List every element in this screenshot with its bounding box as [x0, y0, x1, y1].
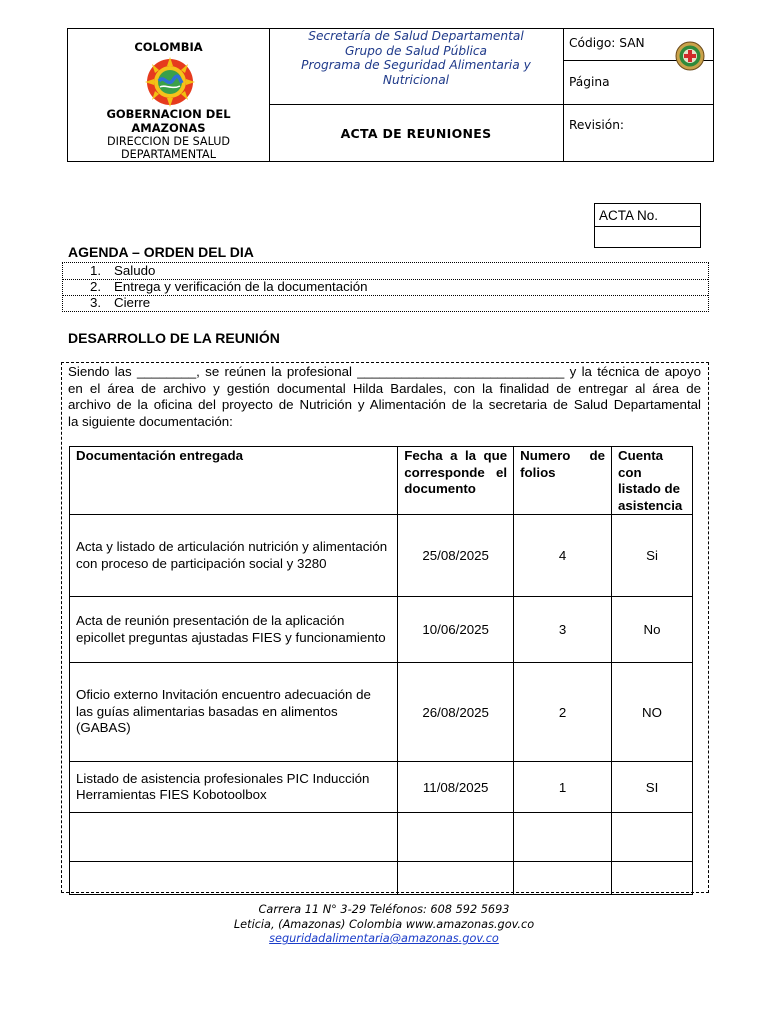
documents-table	[69, 446, 693, 895]
date-cell: 26/08/2025	[398, 663, 514, 762]
control-cell	[564, 29, 713, 161]
document-cell: Listado de asistencia profesionales PIC Inducción Herramientas FIES Kobotoolbox	[70, 762, 398, 813]
document-cell: Oficio externo Invitación encuentro adecuación de las guías alimentarias basadas en alimentos (GABAS)	[70, 663, 398, 762]
attendance-cell: Si	[611, 515, 692, 597]
program-cell	[269, 29, 564, 161]
table-row	[70, 597, 693, 663]
table-row	[70, 663, 693, 762]
attendance-cell	[611, 813, 692, 862]
agenda-list	[62, 262, 709, 312]
attendance-cell: No	[611, 597, 692, 663]
agenda-item: 2. Entrega y verificación de la documentación	[63, 279, 708, 296]
date-cell: 25/08/2025	[398, 515, 514, 597]
government-label: GOBERNACION DEL AMAZONAS	[106, 107, 231, 135]
country-label: COLOMBIA	[134, 40, 203, 54]
folios-cell: 1	[514, 762, 612, 813]
acta-number-box	[594, 203, 701, 248]
document-cell: Acta de reunión presentación de la aplicación epicollet preguntas ajustadas FIES y funcionamiento	[70, 597, 398, 663]
revision-row	[564, 105, 713, 161]
direction-label: DIRECCION DE SALUD DEPARTAMENTAL	[106, 135, 231, 161]
folios-cell: 3	[514, 597, 612, 663]
attendance-cell: SI	[611, 762, 692, 813]
table-row	[70, 762, 693, 813]
document-cell	[70, 862, 398, 895]
column-header: Fecha a la que corresponde el documento	[398, 447, 514, 515]
attendance-cell	[611, 862, 692, 895]
acta-number-divider	[595, 226, 700, 227]
footer-email-link[interactable]: seguridadalimentaria@amazonas.gov.co	[269, 932, 499, 945]
page-label: Página	[569, 75, 610, 89]
table-header-row	[70, 447, 693, 515]
column-header: Numero de folios	[514, 447, 612, 515]
agenda-item: 1. Saludo	[63, 263, 708, 280]
column-header: Cuenta con listado de asistencia	[611, 447, 692, 515]
page-footer	[0, 903, 768, 947]
table-row	[70, 813, 693, 862]
folios-cell	[514, 813, 612, 862]
agenda-title: AGENDA – ORDEN DEL DIA	[68, 244, 254, 260]
development-title: DESARROLLO DE LA REUNIÓN	[68, 330, 280, 346]
folios-cell	[514, 862, 612, 895]
table-row	[70, 862, 693, 895]
intro-paragraph: Siendo las ________, se reúnen la profesional ____________________________ y la técnica de apoyo en el área de archivo y gestión documental Hilda Bardales, con la finalidad de entregar al área de archivo de la oficina del proyecto de Nutrición y Alimentación de la secretaria de Salud Departamental la siguiente documentación:	[68, 364, 701, 429]
amazonas-coat-of-arms-icon	[145, 56, 195, 108]
table-row	[70, 515, 693, 597]
date-cell: 11/08/2025	[398, 762, 514, 813]
document-type-title: ACTA DE REUNIONES	[340, 125, 492, 141]
footer-address: Carrera 11 N° 3-29 Teléfonos: 608 592 5693	[258, 903, 510, 916]
document-header	[67, 28, 714, 162]
institution-cell	[68, 29, 270, 161]
folios-cell: 4	[514, 515, 612, 597]
acta-number-label: ACTA No.	[599, 208, 659, 223]
agenda-item: 3. Cierre	[90, 295, 151, 310]
document-cell: Acta y listado de articulación nutrición y alimentación con proceso de participación social y 3280	[70, 515, 398, 597]
revision-label: Revisión:	[569, 118, 625, 132]
folios-cell: 2	[514, 663, 612, 762]
date-cell	[398, 813, 514, 862]
footer-city: Leticia, (Amazonas) Colombia www.amazonas.gov.co	[233, 917, 535, 931]
development-box	[61, 362, 709, 893]
date-cell	[398, 862, 514, 895]
date-cell: 10/06/2025	[398, 597, 514, 663]
column-header: Documentación entregada	[70, 447, 398, 515]
health-seal-icon	[675, 41, 705, 71]
document-cell	[70, 813, 398, 862]
program-title: Secretaría de Salud Departamental Grupo de Salud Pública Programa de Seguridad Alimentaria y Nutricional	[269, 29, 563, 105]
attendance-cell: NO	[611, 663, 692, 762]
code-label: Código: SAN	[569, 36, 645, 50]
